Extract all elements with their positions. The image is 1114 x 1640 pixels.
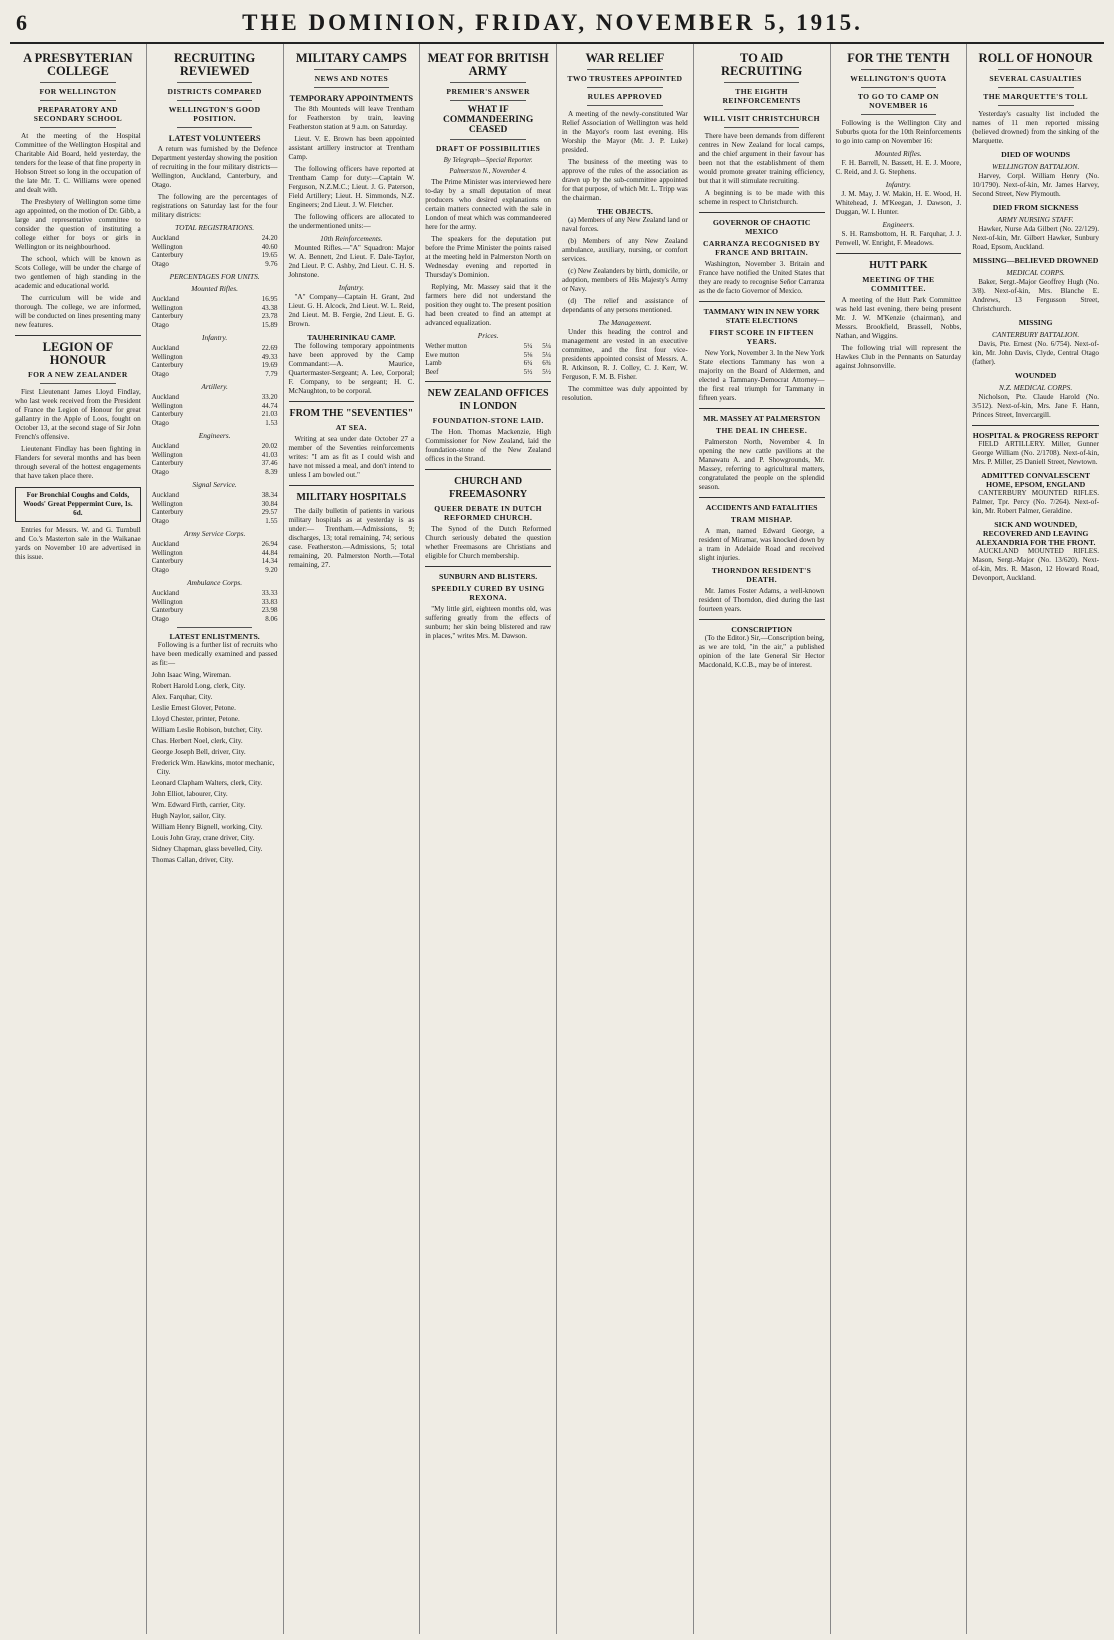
table-cell: Beef: [425, 367, 439, 376]
table-cell: Auckland: [151, 295, 179, 303]
section-label: The Management.: [598, 318, 652, 327]
table-cell: Otago: [151, 369, 169, 378]
table-cell: 41.03: [261, 450, 278, 459]
table-row: [152, 402, 278, 411]
paragraph: S. H. Ramsbottom, H. R. Farquhar, J. J. Penwell, W. Enright, F. Meadows.: [835, 230, 962, 247]
section-label: Engineers.: [198, 431, 231, 440]
table-cell: Wellington: [151, 352, 183, 361]
table-row: [152, 557, 278, 566]
paragraph: The committee was duly appointed by resolution.: [562, 385, 688, 402]
section-title: WOUNDED: [1014, 371, 1057, 380]
paragraph: The following trial will represent the Hawkes Club in the Pennants on Saturday against Johnsonville.: [835, 344, 962, 370]
headline: TAMMANY WIN IN NEW YORK STATE ELECTIONS: [703, 307, 820, 325]
table-cell: 21.03: [261, 410, 278, 418]
deck: FOR WELLINGTON: [39, 87, 117, 96]
table-row: [152, 321, 278, 330]
list-item: Lloyd Chester, printer, Petone.: [151, 715, 240, 723]
table-row: [152, 419, 278, 428]
section-label: Army Service Corps.: [183, 529, 246, 538]
table-cell: Canterbury: [151, 508, 184, 516]
unit-label: WELLINGTON BATTALION.: [991, 162, 1080, 171]
table-cell: Canterbury: [151, 459, 184, 467]
table-cell: 8.39: [265, 467, 278, 476]
page-number: 6: [16, 10, 27, 35]
headline: NEW ZEALAND OFFICES IN LONDON: [427, 388, 549, 412]
section-label: Artillery.: [201, 382, 228, 391]
dateline: Palmerston N., November 4.: [449, 168, 527, 175]
headline: HOSPITAL & PROGRESS REPORT: [972, 431, 1099, 440]
list-item: Alex. Farquhar, City.: [151, 693, 213, 701]
paragraph: The following officers are allocated to the undermentioned units:—: [288, 213, 415, 230]
table-cell: 5¼: [523, 342, 533, 350]
byline: By Telegraph—Special Reporter.: [443, 157, 533, 164]
table-cell: 49.33: [261, 352, 278, 361]
table-cell: Otago: [151, 467, 169, 476]
roll-sections: [972, 150, 1099, 420]
table-row: [152, 295, 278, 304]
prices-table: [425, 342, 551, 376]
subdeck: RULES APPROVED: [587, 92, 663, 101]
deck: FIRST SCORE IN FIFTEEN YEARS.: [709, 328, 814, 346]
paragraph: New York, November 3. In the New York State elections Tammany has won a majority on the Board of Aldermen, and elected a Tammany-Democrat Attorney—the first real triumph for Tammany in fifteen years.: [698, 349, 825, 402]
paragraph: J. M. May, J. W. Makin, H. E. Wood, H. Whitehead, J. M'Keegan, J. Dawson, J. Duggan, W. I. Hunter.: [835, 190, 962, 216]
list-item: Hugh Naylor, sailor, City.: [151, 812, 226, 820]
table-cell: 20.02: [261, 442, 278, 450]
list-item: Robert Harold Long, clerk, City.: [151, 682, 246, 690]
paragraph: Entries for Messrs. W. and G. Turnbull and Co.'s Masterton sale in the Waikanae yards on November 10 are advertised in this issue.: [15, 526, 141, 561]
table-row: [152, 491, 278, 500]
table-cell: Auckland: [151, 540, 179, 548]
paragraph: AUCKLAND MOUNTED RIFLES. Mason, Sergt.-Major (No. 13/620). Next-of-kin, Mrs. R. Mason, 12 Howard Road, Devonport, Auckland.: [972, 547, 1099, 582]
table-row: [152, 615, 278, 624]
deck: PREMIER'S ANSWER: [446, 87, 530, 96]
paragraph: Washington, November 3. Britain and France have notified the United States that they are ready to recognise Señor Carranza as the de facto Governor of Mexico.: [698, 260, 825, 295]
deck: TWO TRUSTEES APPOINTED: [567, 74, 683, 83]
table-cell: Canterbury: [151, 606, 184, 614]
column-7: [831, 44, 968, 1634]
subdeck: WILL VISIT CHRISTCHURCH: [703, 114, 820, 123]
paragraph: The school, which will be known as Scots College, will be under the charge of two gentlemen of high standing in the academic and educational world.: [15, 255, 141, 290]
section-label: Infantry.: [202, 333, 228, 342]
table-cell: 1.53: [265, 418, 278, 427]
table-row: [152, 540, 278, 549]
paragraph: "A" Company—Captain H. Grant, 2nd Lieut. G. H. Alcock, 2nd Lieut. W. L. Reid, 2nd Lieut. M. B. Fergie, 2nd Lieut. E. G. Brown.: [288, 293, 415, 328]
paragraph: Lieut. V. E. Brown has been appointed assistant artillery instructor at Trentham Camp.: [288, 135, 415, 161]
headline: CHURCH AND FREEMASONRY: [449, 476, 528, 500]
table-cell: 6¾: [542, 359, 551, 367]
paragraph: A man, named Edward George, a resident of Miramar, was knocked down by a tram in Adelaide Road and received slight injuries.: [698, 527, 825, 562]
subhead: WHAT IF COMMANDEERING CEASED: [443, 105, 534, 135]
paragraph: The curriculum will be wide and thorough. The college, we are informed, will be conducted on lines presenting many new features.: [15, 294, 141, 329]
deck: MEETING OF THE COMMITTEE.: [862, 275, 935, 293]
section-label: Infantry.: [338, 283, 364, 292]
table-row: [152, 361, 278, 370]
paragraph: First Lieutenant James Lloyd Findlay, who last week received from the President of France the Legion of Honour for great gallantry in the Apple of Loos, fought on October 13, at the second stage of Sir John French's offensive.: [15, 388, 141, 441]
unit-label: N.Z. MEDICAL CORPS.: [999, 383, 1073, 392]
list-item: (c) New Zealanders by birth, domicile, or adoption, members of His Majesty's Army or Navy.: [562, 267, 688, 293]
paragraph: There have been demands from different centres in New Zealand for local camps, and the chief argument in their favour has been not that the establishment of them would promote greater training efficiency, but that it will stimulate recruiting.: [698, 132, 825, 185]
deck: THORNDON RESIDENT'S DEATH.: [711, 566, 812, 584]
paragraph: (To the Editor.) Sir,—Conscription being, as we are told, "in the air," a published opinion of the late General Sir Hector Macdonald, K.C.B., may be of interest.: [698, 634, 825, 669]
paragraph: The Presbytery of Wellington some time ago appointed, on the motion of Dr. Gibb, a large and representative committee to consider the question of instituting a college either for boys or girls in Wellington or its neighbourhood.: [15, 198, 141, 251]
table-cell: 33.33: [261, 589, 278, 597]
table-row: [152, 566, 278, 575]
table-cell: Wellington: [151, 401, 183, 410]
deck: NEWS AND NOTES: [314, 74, 389, 83]
headline: GOVERNOR OF CHAOTIC MEXICO: [712, 218, 811, 236]
headline: TO AID RECRUITING: [720, 51, 803, 78]
table-cell: 24.20: [261, 234, 278, 242]
table-row: [152, 312, 278, 321]
table-row: [152, 442, 278, 451]
table-cell: 19.69: [261, 361, 278, 369]
headline: LEGION OF HONOUR: [42, 340, 114, 367]
headline: SICK AND WOUNDED, RECOVERED AND LEAVING ALEXANDRIA FOR THE FRONT.: [975, 520, 1096, 547]
headline: MILITARY HOSPITALS: [296, 492, 407, 503]
table-cell: 26.94: [261, 540, 278, 548]
table-title: Prices.: [477, 331, 499, 340]
section-label: Signal Service.: [192, 480, 237, 489]
section-label: 10th Reinforcements.: [320, 234, 383, 243]
paragraph: Following is a further list of recruits who have been medically examined and passed as fit:—: [151, 641, 278, 667]
column-5: [557, 44, 694, 1634]
table-row: [152, 304, 278, 313]
table-row: [425, 359, 551, 368]
column-6: [694, 44, 831, 1634]
headline: ROLL OF HONOUR: [978, 51, 1093, 65]
units-tables: [152, 284, 278, 623]
table-cell: 1.55: [265, 516, 278, 525]
table-cell: 14.34: [261, 557, 278, 565]
table-cell: 23.98: [261, 606, 278, 614]
table-row: [152, 598, 278, 607]
paragraph: FIELD ARTILLERY. Miller, Gunner George William (No. 2/1708). Next-of-kin, Mrs. P. Miller, 25 Daniell Street, Newtown.: [972, 440, 1099, 466]
paragraph: A return was furnished by the Defence Department yesterday showing the position of recruiting in the four military districts—Wellington, Auckland, Canterbury, and Otago.: [151, 145, 278, 189]
list-item: George Joseph Bell, driver, City.: [151, 748, 246, 756]
table-cell: 5¼: [542, 342, 551, 350]
table-cell: 5½: [523, 367, 533, 376]
table-row: [152, 549, 278, 558]
unit-table: [152, 295, 278, 329]
table-cell: Wellington: [151, 242, 183, 251]
unit-label: ARMY NURSING STAFF.: [997, 215, 1074, 224]
deck: CARRANZA RECOGNISED BY FRANCE AND BRITAIN.: [703, 239, 821, 257]
unit-table: [152, 589, 278, 623]
table-cell: 15.89: [261, 320, 278, 329]
headline: FOR THE TENTH: [847, 51, 950, 65]
table-cell: 7.79: [265, 369, 278, 378]
column-3: [284, 44, 421, 1634]
section-label: Ambulance Corps.: [187, 578, 243, 587]
list-item: John Elliot, labourer, City.: [151, 790, 228, 798]
advert-title: For Bronchial Coughs and Colds, Woods' Great Peppermint Cure, 1s. 6d.: [23, 491, 133, 517]
table-row: [152, 410, 278, 419]
section-label: Infantry.: [885, 180, 911, 189]
subhead: THE OBJECTS.: [596, 207, 653, 216]
table-cell: 44.84: [261, 548, 278, 557]
table-cell: 9.76: [265, 259, 278, 268]
table-row: [152, 589, 278, 598]
list-item: William Leslie Robison, butcher, City.: [151, 726, 263, 734]
table-cell: 37.46: [261, 459, 278, 467]
table-cell: Auckland: [151, 589, 179, 597]
paragraph: The Synod of the Dutch Reformed Church seriously debated the question whether Freemasons are Christians and eligible for Church membership.: [425, 525, 551, 560]
headline: MEAT FOR BRITISH ARMY: [427, 51, 549, 78]
subhead: TAUHERINIKAU CAMP.: [307, 333, 396, 342]
table-cell: 6¼: [523, 359, 533, 367]
table-cell: 5¼: [542, 350, 551, 359]
recruits-list: [152, 671, 278, 865]
table-cell: 9.20: [265, 565, 278, 574]
paragraph: A meeting of the newly-constituted War Relief Association of Wellington was held in the Mayor's room last evening. His Worship the Mayor (Mr. J. P. Luke) presided.: [562, 110, 688, 154]
headline: HUTT PARK: [869, 260, 928, 271]
list-item: Frederick Wm. Hawkins, motor mechanic, City.: [151, 759, 275, 776]
paragraph: Palmerston North, November 4. In opening the new cattle pavilions at the Manawatu A. and P. Showgrounds, Mr. Massey, referring to agricultural matters, congratulated the people on the splendid season.: [698, 438, 825, 491]
table-cell: Otago: [151, 418, 169, 427]
column-4: [420, 44, 557, 1634]
subdeck: DRAFT OF POSSIBILITIES: [436, 144, 541, 153]
table-cell: Wellington: [151, 450, 183, 459]
paragraph: The following temporary appointments have been approved by the Camp Commandant:—A. Maurice, Quartermaster-Sergeant; A. Lee, Corporal; F. Company, to be sergeant; H. C. McNaughton, to be corporal.: [288, 342, 415, 395]
unit-table: [152, 540, 278, 574]
table-row: [152, 508, 278, 517]
list-item: (d) The relief and assistance of dependants of any persons mentioned.: [562, 297, 688, 314]
subdeck: THE MARQUETTE'S TOLL: [983, 92, 1089, 101]
unit-table: [152, 442, 278, 476]
list-item: Chas. Herbert Noel, clerk, City.: [151, 737, 243, 745]
section-label: Engineers.: [882, 220, 915, 229]
table-row: [152, 243, 278, 252]
headline: CONSCRIPTION: [731, 625, 792, 634]
headline: ACCIDENTS AND FATALITIES: [705, 503, 818, 512]
table-cell: Canterbury: [151, 312, 184, 320]
list-item: Thomas Callan, driver, City.: [151, 856, 234, 864]
table-cell: Canterbury: [151, 557, 184, 565]
table-row: [152, 459, 278, 468]
column-1: [10, 44, 147, 1634]
table-cell: Wether mutton: [425, 342, 467, 350]
table-row: [152, 344, 278, 353]
casualty-entry: Harvey, Corpl. William Henry (No. 10/1790). Next-of-kin, Mr. James Harvey, Second Street, New Plymouth.: [972, 172, 1099, 198]
table-cell: Lamb: [425, 359, 442, 367]
subhead: TEMPORARY APPOINTMENTS: [289, 94, 414, 103]
paragraph: Mounted Rifles.—"A" Squadron: Major W. A. Bennett, 2nd Lieut. F. Dale-Taylor, 2nd Lieut. P. C. Ashby, 2nd Lieut. C. H. S. Johnstone.: [288, 244, 415, 279]
table-title: PERCENTAGES FOR UNITS.: [169, 272, 260, 281]
deck: TRAM MISHAP.: [730, 515, 793, 524]
headline: MR. MASSEY AT PALMERSTON: [703, 414, 821, 423]
table-cell: Otago: [151, 259, 169, 268]
table-row: [425, 368, 551, 377]
headline: A PRESBYTERIAN COLLEGE: [23, 51, 133, 78]
table-cell: 8.06: [265, 614, 278, 623]
paragraph: A meeting of the Hutt Park Committee was held last evening, there being present Mr. J. W. M'Kenzie (chairman), and Messrs. Brookfield, Brassell, Nobbs, Nathan, and Wiggins.: [835, 296, 962, 340]
paragraph: A beginning is to be made with this scheme in respect to Christchurch.: [698, 189, 825, 206]
headline: ADMITTED CONVALESCENT HOME, EPSOM, ENGLAND: [981, 471, 1091, 489]
paragraph: The business of the meeting was to approve of the rules of the association as drawn up by the sub-committee appointed for that purpose, of which Mr. L. Tripp was the chairman.: [562, 158, 688, 202]
table-cell: 5⅛: [523, 350, 533, 359]
table-cell: Auckland: [151, 344, 179, 352]
section-title: DIED FROM SICKNESS: [992, 203, 1079, 212]
table-row: [152, 353, 278, 362]
table-cell: Auckland: [151, 442, 179, 450]
deck: SPEEDILY CURED BY USING REXONA.: [431, 584, 545, 602]
table-cell: 33.83: [261, 597, 278, 606]
table-cell: Canterbury: [151, 410, 184, 418]
paragraph: F. H. Barrell, N. Bassett, H. E. J. Moore, C. Reid, and J. G. Stephens.: [835, 159, 962, 176]
table-row: [152, 517, 278, 526]
paragraph: Lieutenant Findlay has been fighting in Flanders for several months and has been through several of the hottest engagements that have taken place there.: [15, 445, 141, 480]
list-item: Wm. Edward Firth, carrier, City.: [151, 801, 246, 809]
section-title: MISSING: [1018, 318, 1053, 327]
column-2: [147, 44, 284, 1634]
advertisement: [15, 487, 141, 522]
deck: THE EIGHTH REINFORCEMENTS: [722, 87, 801, 105]
table-cell: 19.65: [261, 251, 278, 259]
headline: WAR RELIEF: [585, 51, 665, 65]
table-cell: 40.60: [261, 242, 278, 251]
newspaper-title: THE DOMINION, FRIDAY, NOVEMBER 5, 1915.: [242, 10, 863, 35]
table-cell: 5½: [542, 367, 551, 376]
deck: WELLINGTON'S QUOTA: [850, 74, 947, 83]
subhead: LATEST VOLUNTEERS: [168, 134, 261, 143]
casualty-entry: Hawker, Nurse Ada Gilbert (No. 22/129). Next-of-kin, Mr. Gilbert Hawker, Sunbury Road, Epsom, Auckland.: [972, 225, 1099, 251]
list-item: John Isaac Wing, Wireman.: [151, 671, 231, 679]
casualty-entry: Nicholson, Pte. Claude Harold (No. 3/512). Next-of-kin, Mrs. Jane F. Hann, Princes Street, Invercargill.: [972, 393, 1099, 419]
list-item: William Henry Bignell, working, City.: [151, 823, 263, 831]
paragraph: The Hon. Thomas Mackenzie, High Commissioner for New Zealand, laid the foundation-stone of the New Zealand offices in the Strand.: [425, 428, 551, 463]
table-cell: Wellington: [151, 548, 183, 557]
table-cell: Wellington: [151, 499, 183, 508]
table-cell: Auckland: [151, 393, 179, 401]
list-item: Leslie Ernest Glover, Petone.: [151, 704, 236, 712]
casualty-entry: Baker, Sergt.-Major Geoffrey Hugh (No. 3/8). Next-of-kin, Mrs. Blanche E. Andrews, 13 Fergusson Street, Christchurch.: [972, 278, 1099, 313]
unit-label: CANTERBURY BATTALION.: [991, 330, 1080, 339]
deck: QUEER DEBATE IN DUTCH REFORMED CHURCH.: [434, 504, 542, 522]
table-cell: 23.78: [261, 312, 278, 320]
column-8: [967, 44, 1104, 1634]
deck: DISTRICTS COMPARED: [167, 87, 262, 96]
headline: RECRUITING REVIEWED: [173, 51, 256, 78]
table-cell: Canterbury: [151, 251, 184, 259]
subdeck: TO GO TO CAMP ON NOVEMBER 16: [857, 92, 939, 110]
list-item: Louis John Gray, crane driver, City.: [151, 834, 255, 842]
paragraph: Writing at sea under date October 27 a member of the Seventies reinforcements writes: "I am as fit as I could wish and have not missed a meal, and don't intend to unless I am bowled out.": [288, 435, 415, 479]
unit-table: [152, 344, 278, 378]
paragraph: Yesterday's casualty list included the names of 11 men reported missing (believed drowned) from the sinking of the Marquette.: [972, 110, 1099, 145]
table-cell: Otago: [151, 565, 169, 574]
unit-label: MEDICAL CORPS.: [1006, 268, 1065, 277]
table-cell: Ewe mutton: [425, 350, 460, 359]
table-row: [425, 351, 551, 360]
paragraph: The following officers have reported at Trentham Camp for duty:—Captain W. Ferguson, N.Z.M.C.; Lieut. J. G. Paterson, Field Artillery; Lieut. H. Simmonds, N.Z. Engineers; 2nd Lieut. J. W. Fletcher.: [288, 165, 415, 209]
section-label: Mounted Rifles.: [874, 149, 922, 158]
casualty-entry: Davis, Pte. Ernest (No. 6/754). Next-of-kin, Mr. John Davis, Clyde, Central Otago (father).: [972, 340, 1099, 366]
table-title: TOTAL REGISTRATIONS.: [175, 223, 255, 232]
table-cell: 29.57: [261, 508, 278, 516]
table-cell: Otago: [151, 516, 169, 525]
section-title: MISSING—BELIEVED DROWNED: [972, 256, 1099, 265]
paragraph: "My little girl, eighteen months old, was suffering greatly from the effects of sunburn; her skin being blistered and raw in places," writes Mrs. M. Dawson.: [425, 605, 551, 640]
paragraph: The speakers for the deputation put before the Prime Minister the points raised at the meeting held in Palmerston North on Wednesday evening and reported in Thursday's Dominion.: [425, 235, 551, 279]
table-cell: 22.69: [261, 344, 278, 352]
table-row: [152, 606, 278, 615]
paragraph: Mr. James Foster Adams, a well-known resident of Thorndon, died during the last fourteen years.: [698, 587, 825, 613]
paragraph: The Prime Minister was interviewed here to-day by a small deputation of meat producers who desired explanations on certain matters connected with the sale in London of meat which was commandeered here for the army.: [425, 178, 551, 231]
subdeck: PREPARATORY AND SECONDARY SCHOOL: [33, 105, 123, 123]
paragraph: The following are the percentages of registrations on Saturday last for the four military districts:: [151, 193, 278, 219]
paragraph: At the meeting of the Hospital Committee of the Wellington Hospital and Charitable Aid Board, held yesterday, the tenders for the lease of that fine property in Hobson Street so long in the occupation of the late Mr. T. C. Williams were opened and dealt with.: [15, 132, 141, 194]
list-item: Leonard Clapham Walters, clerk, City.: [151, 779, 263, 787]
paragraph: The 8th Mounteds will leave Trentham for Featherston by train, leaving Featherston station at 9 a.m. on Saturday.: [288, 105, 415, 131]
list-item: (a) Members of any New Zealand land or naval forces.: [562, 216, 688, 233]
paragraph: The daily bulletin of patients in various military hospitals as at yesterday is as under:— Trentham.—Admissions, 9; discharges, 13; total remaining, 74; serious case. Featherston.—Admissions, 5; total remaining, 20. Palmerston North.—Total remaining, 27.: [288, 507, 415, 569]
table-cell: Auckland: [151, 234, 179, 242]
table-row: [152, 500, 278, 509]
columns: [10, 44, 1104, 1634]
list-item: Sidney Chapman, glass bevelled, City.: [151, 845, 263, 853]
list-item: (b) Members of any New Zealand ambulance, auxiliary, nursing, or comfort services.: [562, 237, 688, 263]
table-cell: 16.95: [261, 295, 278, 303]
headline: MILITARY CAMPS: [295, 51, 407, 65]
masthead: [10, 8, 1104, 44]
table-row: [152, 370, 278, 379]
table-cell: 43.38: [261, 303, 278, 312]
paragraph: CANTERBURY MOUNTED RIFLES. Palmer, Tpr. Percy (No. 7/264). Next-of-kin, Mr. Robert Palmer, Geraldine.: [972, 489, 1099, 515]
table-cell: 30.84: [261, 499, 278, 508]
paragraph: Under this heading the control and management are vested in an executive committee, and the first four vice-presidents appointed consist of Messrs. A. R. Atkinson, R. J. Colley, C. J. Kerr, W. Ferguson, F. M. B. Fisher.: [562, 328, 688, 381]
table-row: [152, 468, 278, 477]
table-cell: 44.74: [261, 401, 278, 410]
table-cell: Otago: [151, 614, 169, 623]
table-cell: Wellington: [151, 303, 183, 312]
subhead: SUNBURN AND BLISTERS.: [439, 572, 538, 581]
table-row: [152, 260, 278, 269]
table-cell: Auckland: [151, 491, 179, 499]
table-row: [152, 451, 278, 460]
table-row: [425, 342, 551, 351]
table-cell: Wellington: [151, 597, 183, 606]
table-row: [152, 393, 278, 402]
deck: SEVERAL CASUALTIES: [989, 74, 1082, 83]
totals-table: [152, 234, 278, 268]
unit-table: [152, 491, 278, 525]
table-row: [152, 251, 278, 260]
deck: THE DEAL IN CHEESE.: [716, 426, 808, 435]
deck: FOR A NEW ZEALANDER: [28, 370, 128, 379]
deck: AT SEA.: [335, 423, 367, 432]
paragraph: Replying, Mr. Massey said that it the farmers here did not understand the position they ought to. The present position had been created to find an attempt at advanced equalization.: [425, 283, 551, 327]
subdeck: WELLINGTON'S GOOD POSITION.: [168, 105, 261, 123]
table-cell: 33.20: [261, 393, 278, 401]
table-cell: Canterbury: [151, 361, 184, 369]
subhead: LATEST ENLISTMENTS.: [169, 632, 260, 641]
section-title: DIED OF WOUNDS: [1001, 150, 1071, 159]
deck: FOUNDATION-STONE LAID.: [432, 416, 544, 425]
table-cell: Otago: [151, 320, 169, 329]
section-label: Mounted Rifles.: [191, 284, 239, 293]
unit-table: [152, 393, 278, 427]
headline: FROM THE "SEVENTIES": [289, 408, 414, 419]
table-row: [152, 234, 278, 243]
paragraph: Following is the Wellington City and Suburbs quota for the 10th Reinforcements to go into camp on November 16:: [835, 119, 962, 145]
table-cell: 38.34: [261, 491, 278, 499]
